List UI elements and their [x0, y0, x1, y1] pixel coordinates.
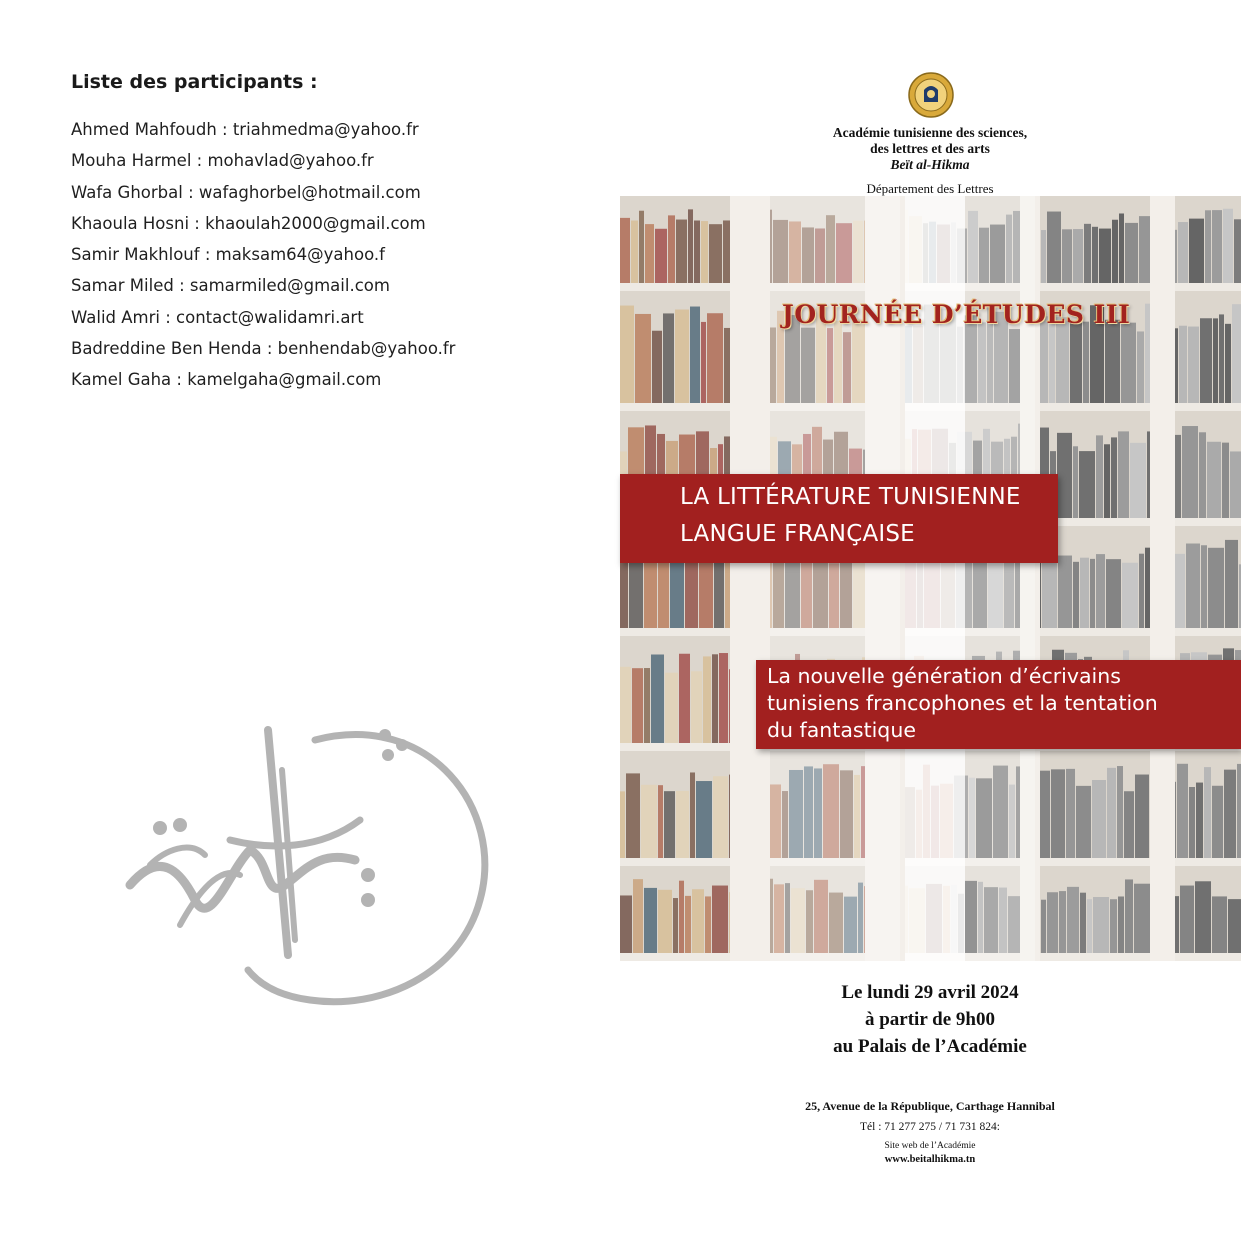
event-time: à partir de 9h00 — [864, 1009, 995, 1030]
academy-seal-icon — [908, 72, 954, 118]
website-link[interactable]: www.beitalhikma.tn — [884, 1154, 976, 1165]
participant-item: Mouha Harmel : mohavlad@yahoo.fr — [71, 151, 374, 171]
academy-name-line3: Beït al-Hikma — [890, 157, 970, 172]
department-name: Département des Lettres — [866, 181, 994, 196]
academy-phone: Tél : 71 277 275 / 71 731 824: — [860, 1121, 1000, 1133]
main-title-line1: LA LITTÉRATURE TUNISIENNE — [680, 484, 1021, 510]
calligraphy-logo — [120, 700, 500, 1020]
subtitle-line3: du fantastique — [767, 718, 916, 742]
academy-name-line1: Académie tunisienne des sciences, — [832, 125, 1028, 140]
academy-name-line2: des lettres et des arts — [870, 141, 990, 156]
participant-item: Samar Miled : samarmiled@gmail.com — [71, 276, 390, 296]
event-series-title: JOURNÉE D’ÉTUDES III — [782, 300, 1131, 329]
participant-item: Badreddine Ben Henda : benhendab@yahoo.fr — [71, 339, 456, 359]
subtitle-line1: La nouvelle génération d’écrivains — [767, 664, 1121, 688]
participant-item: Khaoula Hosni : khaoulah2000@gmail.com — [71, 213, 426, 233]
participant-item: Walid Amri : contact@walidamri.art — [71, 307, 364, 327]
subtitle-banner — [756, 660, 1241, 749]
participant-item: Wafa Ghorbal : wafaghorbel@hotmail.com — [71, 182, 421, 202]
participants-list — [71, 116, 455, 398]
academy-address: 25, Avenue de la République, Carthage Hannibal — [805, 1099, 1055, 1113]
main-title-line2: LANGUE FRANÇAISE — [680, 521, 915, 547]
main-title-banner — [620, 474, 1058, 563]
participant-item: Samir Makhlouf : maksam64@yahoo.f — [71, 245, 385, 265]
participants-title: Liste des participants : — [71, 71, 318, 93]
event-date: Le lundi 29 avril 2024 — [841, 982, 1019, 1003]
event-place: au Palais de l’Académie — [833, 1036, 1027, 1057]
website-label: Site web de l’Académie — [884, 1141, 976, 1151]
subtitle-line2: tunisiens francophones et la tentation — [767, 691, 1158, 715]
participant-item: Kamel Gaha : kamelgaha@gmail.com — [71, 370, 382, 390]
participant-item: Ahmed Mahfoudh : triahmedma@yahoo.fr — [71, 120, 419, 139]
